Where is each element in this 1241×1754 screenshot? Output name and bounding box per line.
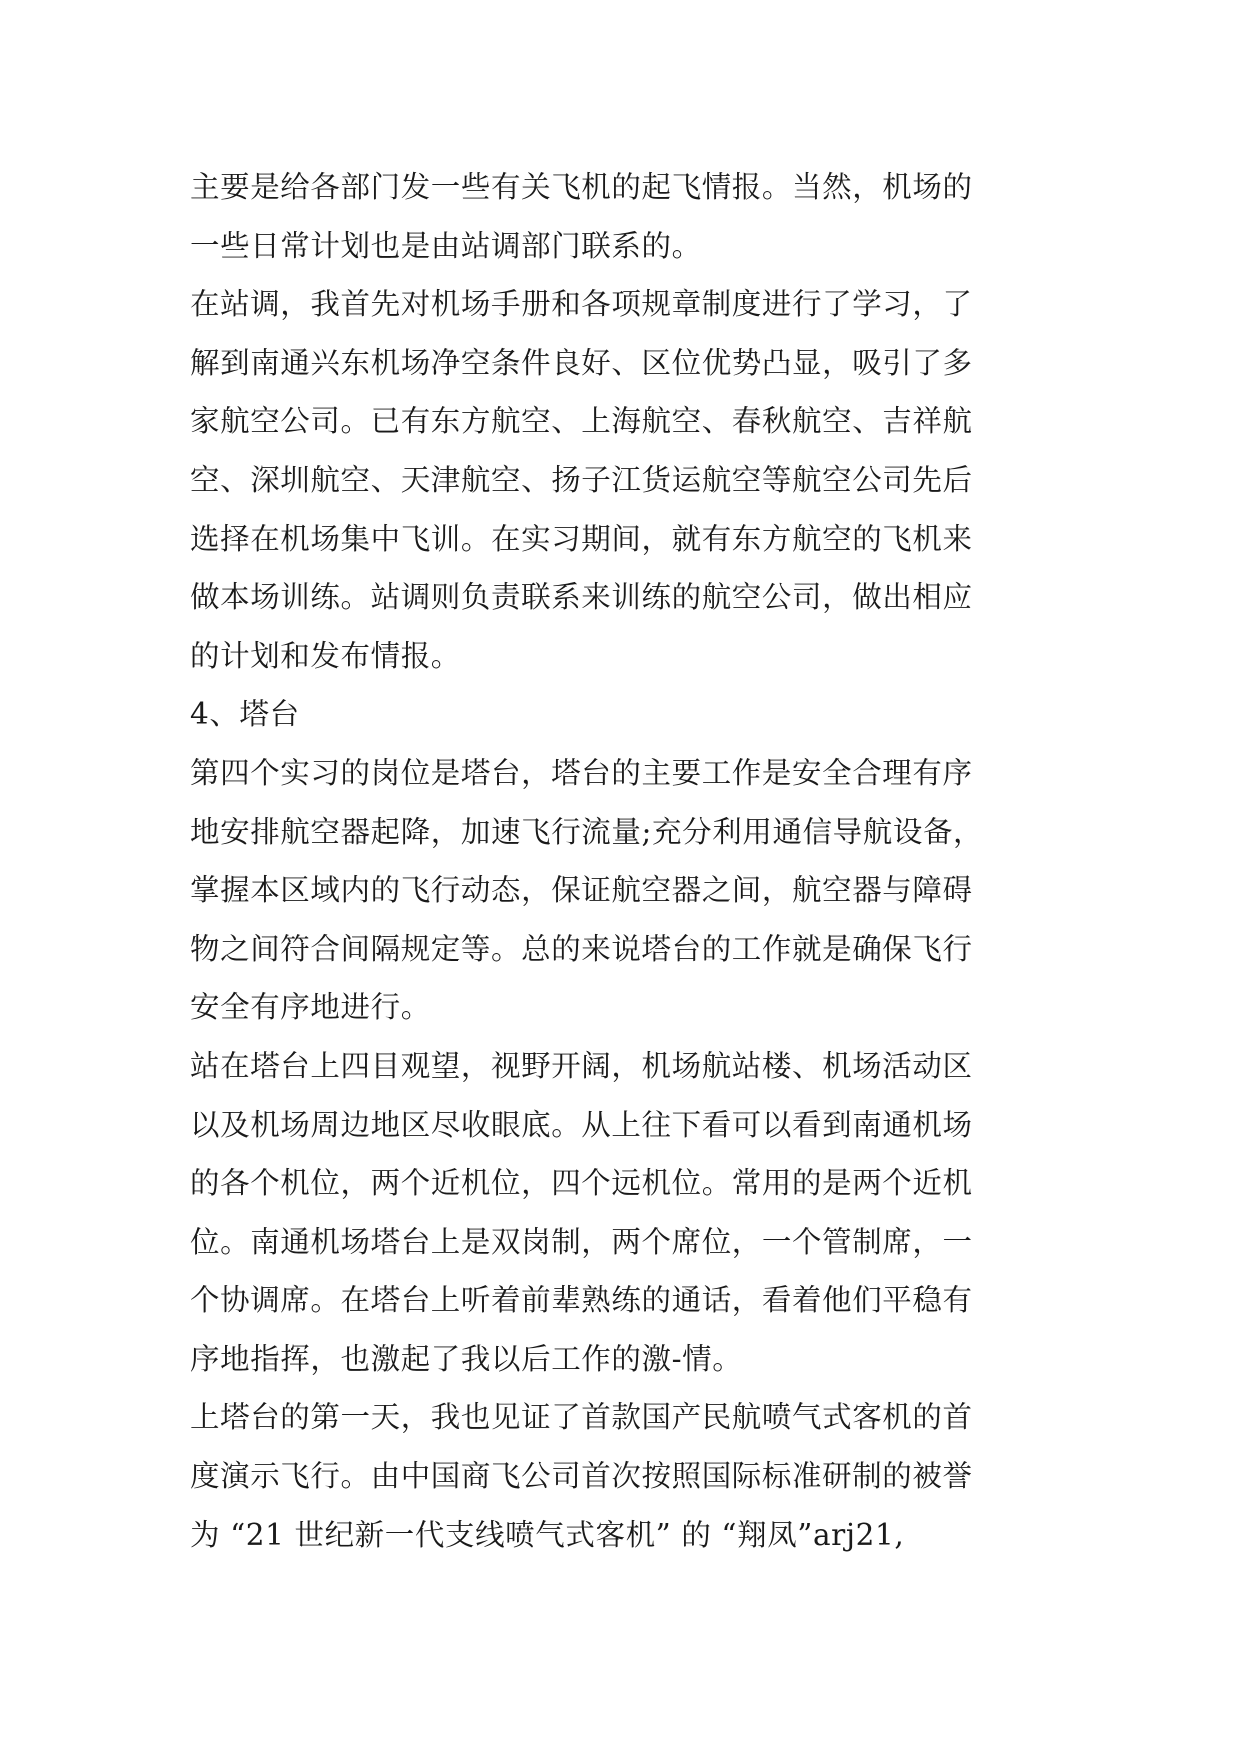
text-line: 位。南通机场塔台上是双岗制，两个席位，一个管制席，一 — [190, 1224, 973, 1259]
text-line: 站在塔台上四目观望，视野开阔，机场航站楼、机场活动区 — [190, 1048, 973, 1083]
text-line: 安全有序地进行。 — [190, 990, 431, 1025]
text-line: 个协调席。在塔台上听着前辈熟练的通话，看着他们平稳有 — [190, 1283, 973, 1318]
text-line: 的各个机位，两个近机位，四个远机位。常用的是两个近机 — [190, 1166, 973, 1201]
text-line: 的计划和发布情报。 — [190, 638, 461, 673]
text-line: 掌握本区域内的飞行动态，保证航空器之间，航空器与障碍 — [190, 873, 973, 908]
text-line: 主要是给各部门发一些有关飞机的起飞情报。当然，机场的 — [190, 170, 973, 204]
text-line: 选择在机场集中飞训。在实习期间，就有东方航空的飞机来 — [190, 521, 973, 556]
text-line: 序地指挥，也激起了我以后工作的激-情。 — [190, 1341, 743, 1376]
section-heading: 4、塔台 — [190, 697, 300, 732]
text-line: 以及机场周边地区尽收眼底。从上往下看可以看到南通机场 — [190, 1107, 973, 1142]
text-line: 度演示飞行。由中国商飞公司首次按照国际标准研制的被誉 — [190, 1459, 973, 1494]
text-line: 在站调，我首先对机场手册和各项规章制度进行了学习，了 — [190, 287, 973, 322]
text-line: 解到南通兴东机场净空条件良好、区位优势凸显，吸引了多 — [190, 345, 973, 380]
text-line: 上塔台的第一天，我也见证了首款国产民航喷气式客机的首 — [190, 1400, 973, 1435]
body-text — [190, 158, 1050, 1564]
text-line: 物之间符合间隔规定等。总的来说塔台的工作就是确保飞行 — [190, 931, 973, 966]
text-line: 一些日常计划也是由站调部门联系的。 — [190, 228, 702, 263]
text-line: 家航空公司。已有东方航空、上海航空、春秋航空、吉祥航 — [190, 404, 973, 439]
text-line: 空、深圳航空、天津航空、扬子江货运航空等航空公司先后 — [190, 462, 973, 497]
text-line: 第四个实习的岗位是塔台，塔台的主要工作是安全合理有序 — [190, 755, 973, 790]
text-line: 做本场训练。站调则负责联系来训练的航空公司，做出相应 — [190, 580, 973, 615]
text-line: 地安排航空器起降，加速飞行流量;充分利用通信导航设备， — [190, 814, 984, 849]
text-line: 为 “21 世纪新一代支线喷气式客机” 的 “翔凤”arj21, — [190, 1517, 905, 1552]
